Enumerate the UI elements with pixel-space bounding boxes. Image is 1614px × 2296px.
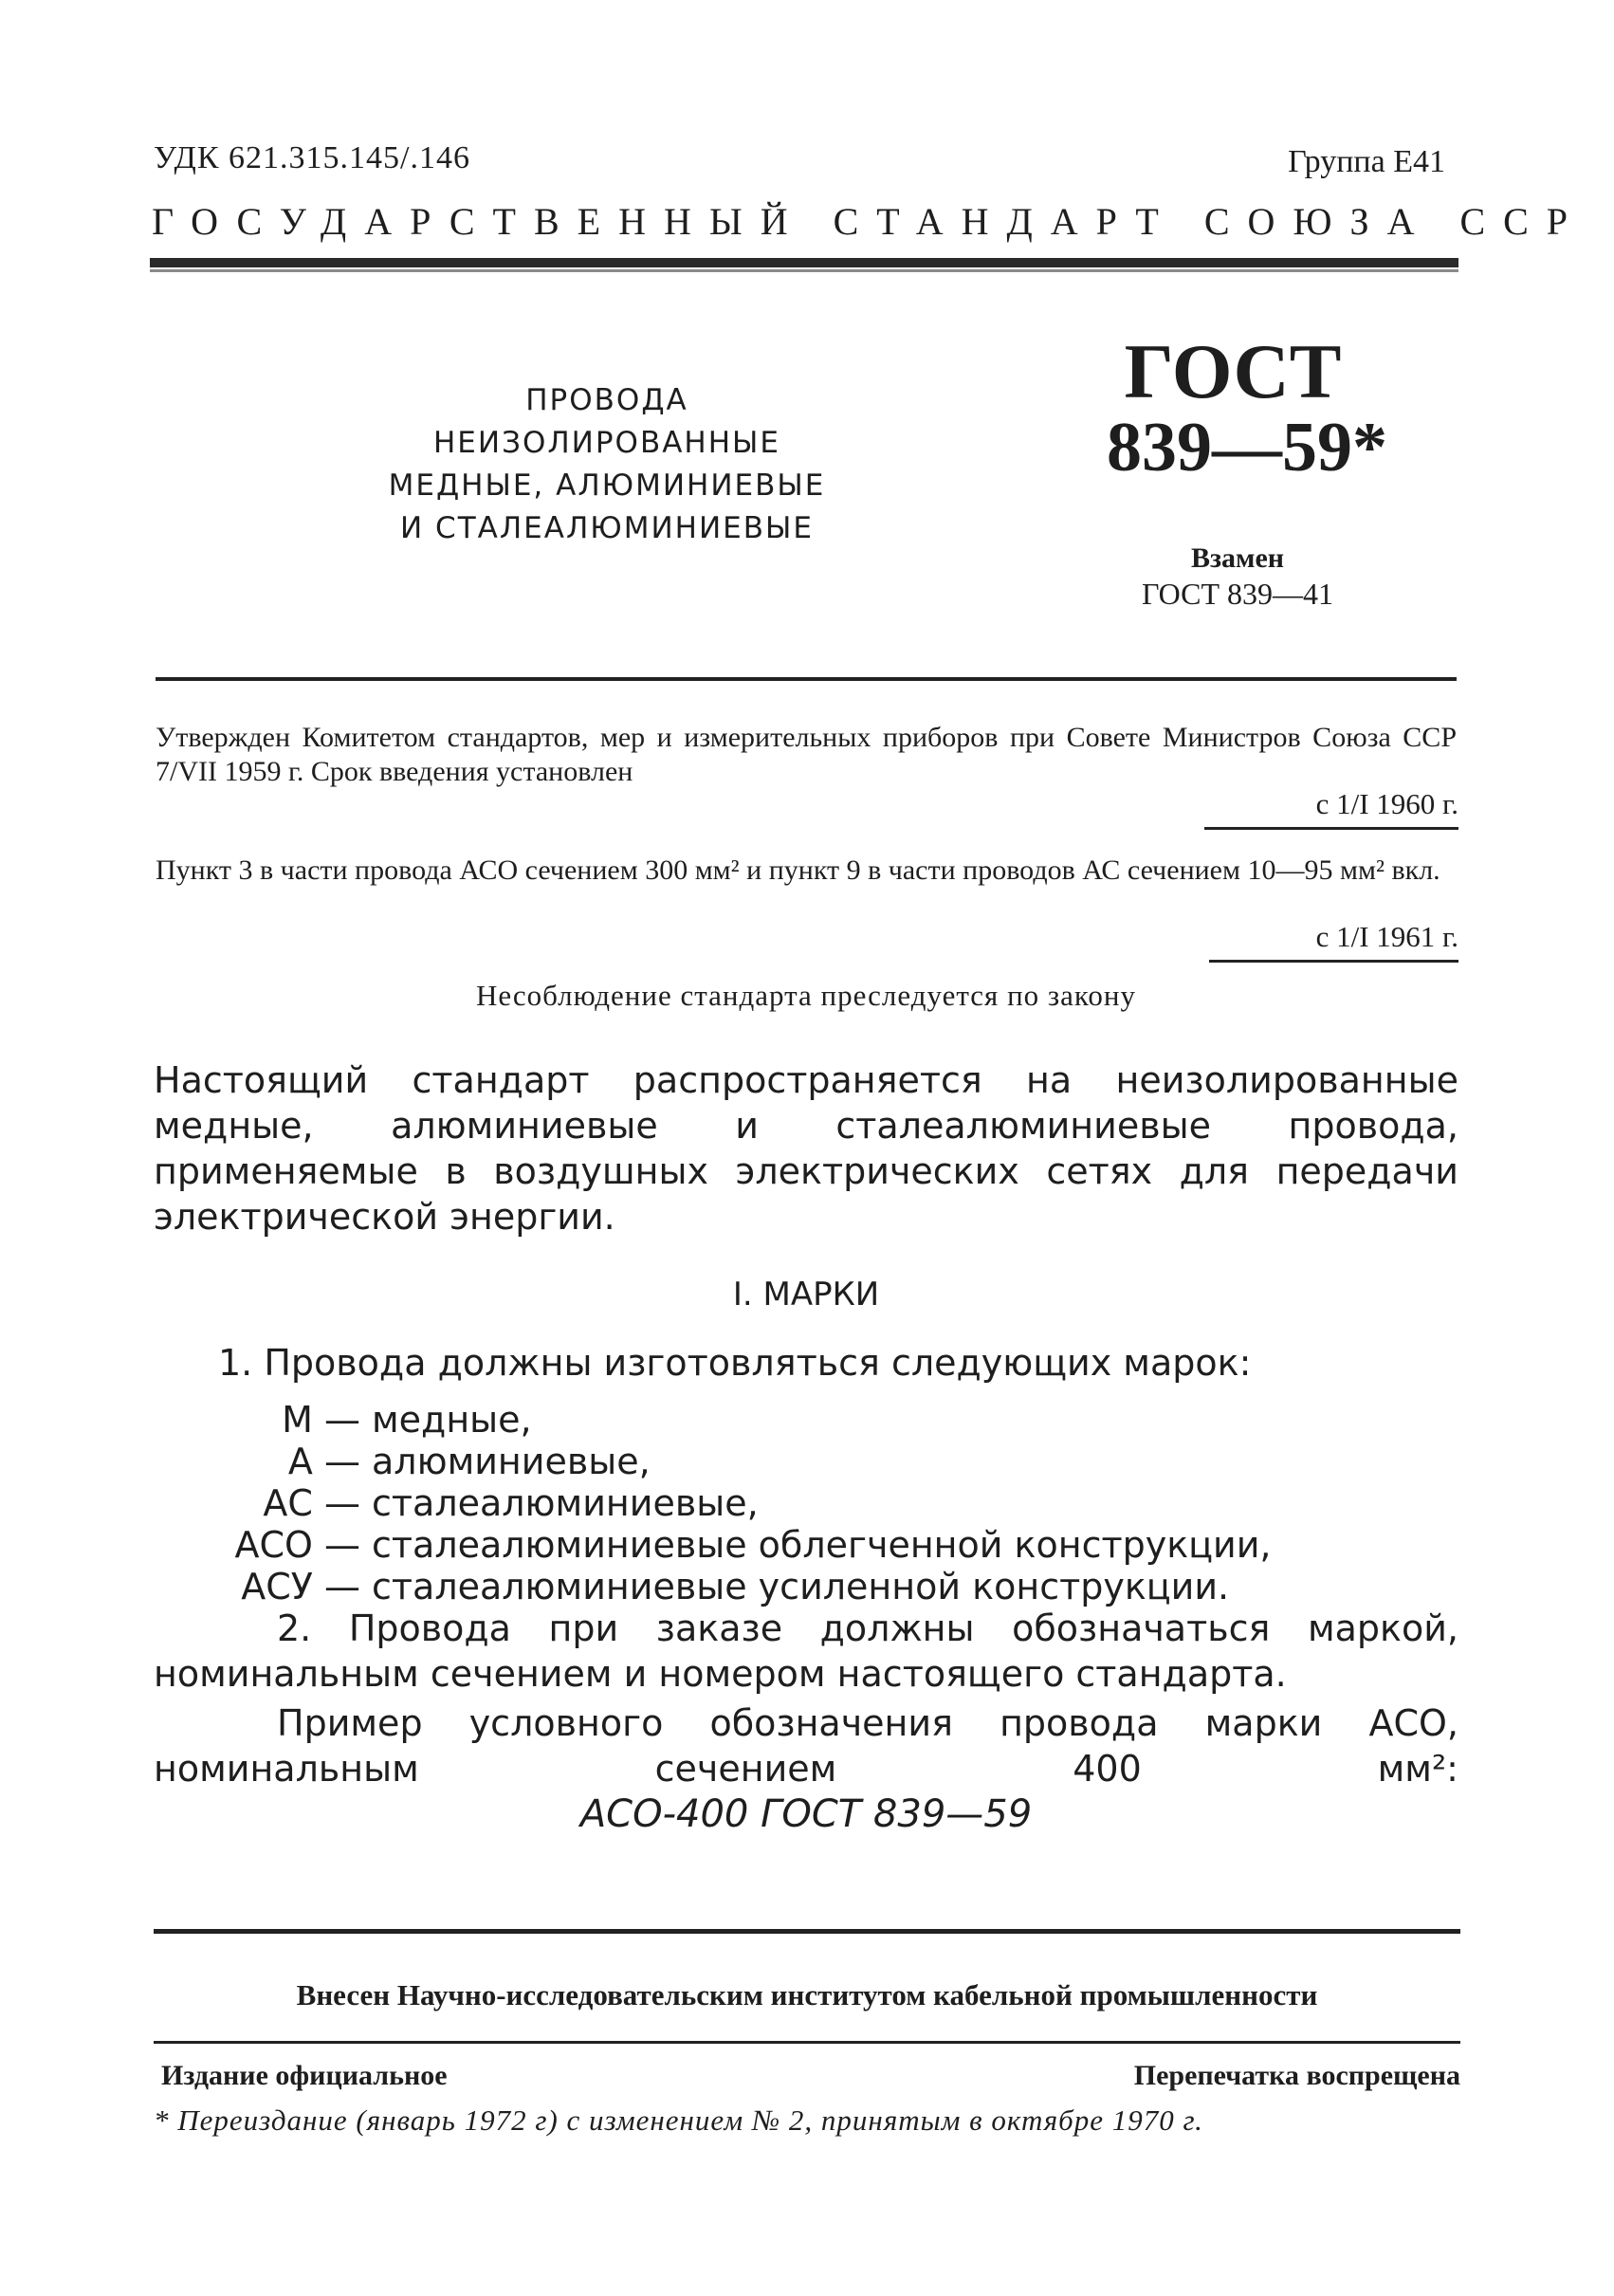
state-standard-banner: ГОСУДАРСТВЕННЫЙ СТАНДАРТ СОЮЗА ССР xyxy=(152,200,1586,243)
law-notice: Несоблюдение стандарта преследуется по закону xyxy=(476,979,1136,1012)
mark-description: медные, xyxy=(372,1399,532,1441)
mark-description: алюминиевые, xyxy=(372,1441,651,1482)
approval-date-underline xyxy=(1204,827,1458,830)
document-title xyxy=(360,379,853,550)
footer-divider xyxy=(154,1929,1460,1934)
header-rule xyxy=(150,258,1458,267)
example-intro xyxy=(154,1700,1458,1791)
designation-example: АСО-400 ГОСТ 839—59 xyxy=(579,1792,1033,1836)
gost-label: ГОСТ xyxy=(1124,328,1342,414)
mark-code: А — xyxy=(287,1441,360,1482)
intro-paragraph: Настоящий стандарт распространяется на неизолированные медные, алюминиевые и сталеалюминиевые провода, применяемые в воздушных электрических сетях для передачи электрической энергии. xyxy=(154,1059,1458,1238)
group-code: Группа Е41 xyxy=(1288,144,1445,179)
reissue-note: * Переиздание (январь 1972 г) с изменением № 2, принятым в октябре 1970 г. xyxy=(154,2103,1203,2137)
footer-rule xyxy=(154,2041,1460,2044)
mark-code: АСУ — xyxy=(241,1566,360,1607)
mark-code: АСО — xyxy=(234,1524,360,1566)
header-rule-shadow xyxy=(150,269,1458,272)
introduced-by: Внесен Научно-исследовательским институтом кабельной промышленности xyxy=(296,1978,1318,2011)
section-heading: I. МАРКИ xyxy=(732,1276,880,1313)
item3-text: Пункт 3 в части провода АСО сечением 300 мм² и пункт 9 в части проводов АС сечением 10—95 мм² вкл. xyxy=(156,854,1440,886)
title-line: ПРОВОДА xyxy=(525,383,688,417)
example-intro-text: Пример условного обозначения провода марки АСО, номинальным сечением 400 мм²: xyxy=(154,1702,1458,1790)
mark-code: М — xyxy=(282,1399,360,1441)
approval-text: Утвержден Комитетом стандартов, мер и измерительных приборов при Совете Министров Союза ССР 7/VII 1959 г. Срок введения установлен xyxy=(156,722,1457,787)
mark-description: сталеалюминиевые, xyxy=(372,1482,759,1524)
item3-date-underline xyxy=(1209,960,1458,963)
replaces-value: ГОСТ 839—41 xyxy=(1141,577,1334,611)
title-line: И СТАЛЕАЛЮМИНИЕВЫЕ xyxy=(400,511,814,545)
gost-number: 839—59* xyxy=(1107,409,1387,487)
mark-description: сталеалюминиевые облегченной конструкции, xyxy=(372,1524,1272,1566)
title-line: МЕДНЫЕ, АЛЮМИНИЕВЫЕ xyxy=(388,468,826,503)
mark-code: АС — xyxy=(263,1482,360,1524)
title-divider xyxy=(156,677,1457,681)
item3-date: с 1/I 1961 г. xyxy=(1315,920,1458,953)
udk-code: УДК 621.315.145/.146 xyxy=(154,140,470,175)
title-line: НЕИЗОЛИРОВАННЫЕ xyxy=(433,426,780,460)
reprint-notice: Перепечатка воспрещена xyxy=(1133,2060,1460,2091)
mark-description: сталеалюминиевые усиленной конструкции. xyxy=(372,1566,1230,1607)
approval-date: с 1/I 1960 г. xyxy=(1315,787,1458,820)
edition-label: Издание официальное xyxy=(161,2060,448,2091)
clause-1: 1. Провода должны изготовляться следующих марок: xyxy=(218,1342,1252,1384)
clause-2: 2. Провода при заказе должны обозначаться маркой, номинальным сечением и номером настоящего стандарта. xyxy=(154,1607,1458,1695)
replaces-label: Взамен xyxy=(1190,542,1285,574)
